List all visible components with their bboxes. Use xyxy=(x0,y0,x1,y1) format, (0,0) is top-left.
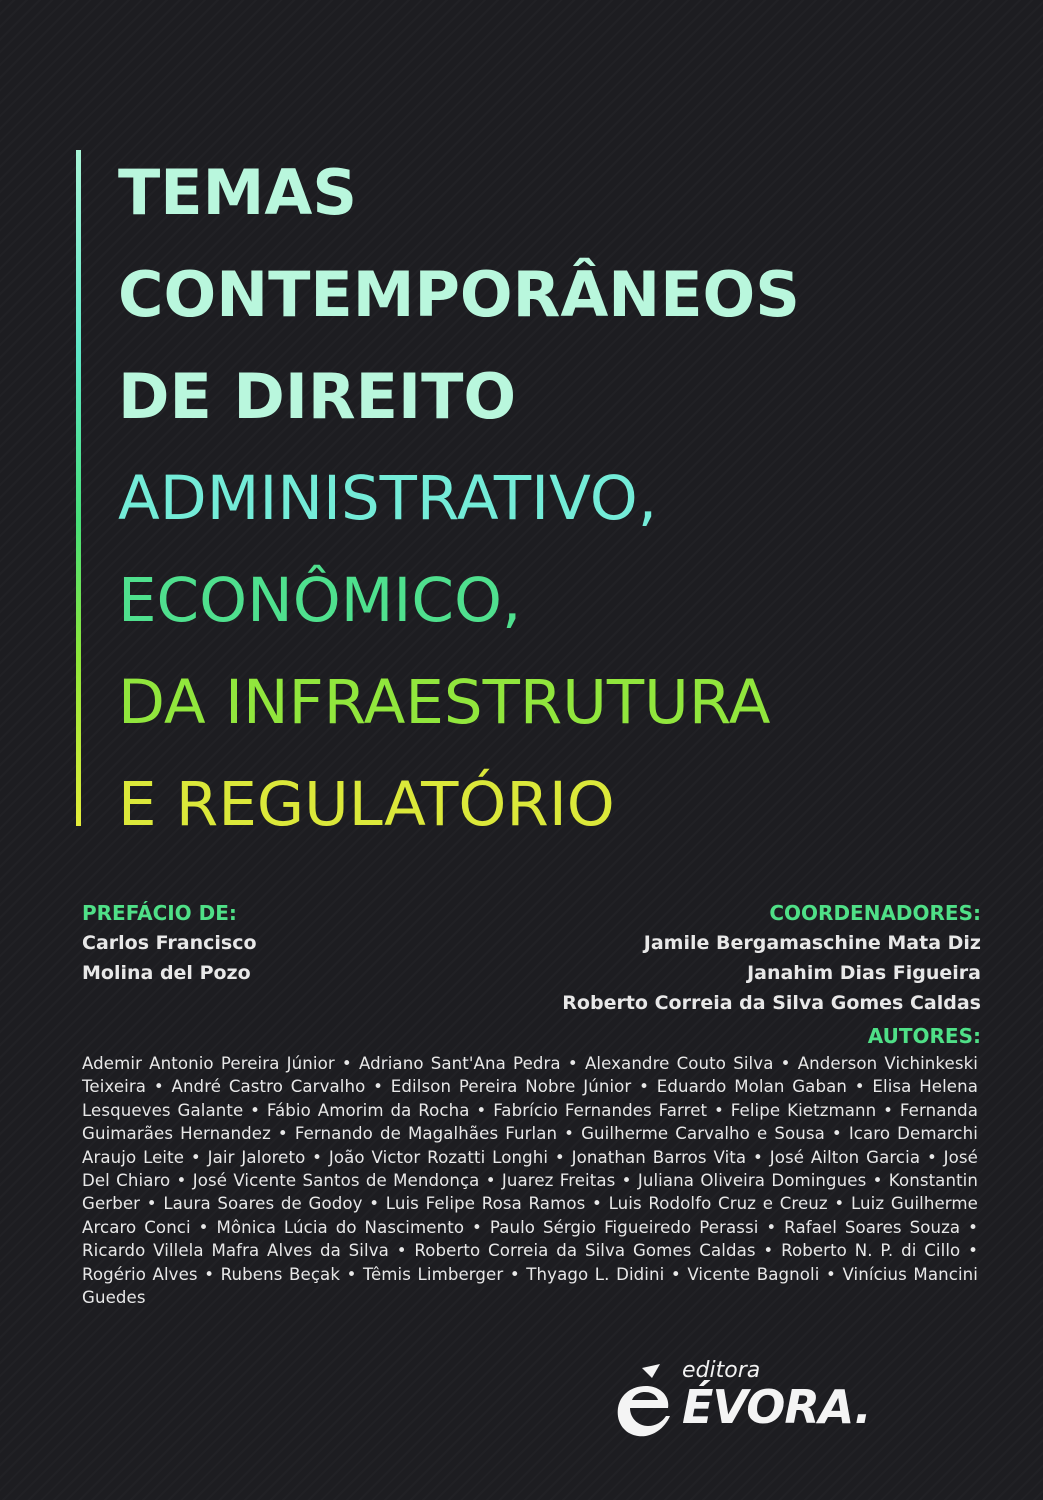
coordinator-name: Roberto Correia da Silva Gomes Caldas xyxy=(562,992,981,1014)
authors-list: Ademir Antonio Pereira Júnior • Adriano Sant'Ana Pedra • Alexandre Couto Silva • Anderson Vichinkeski Teixeira • André Castro Carvalho • Edilson Pereira Nobre Júnior • Eduardo Molan Gaban • Elisa Helena Lesqueves Galante • Fábio Amorim da Rocha • Fabrício Fernandes Farret • Felipe Kietzmann • Fernanda Guimarães Hernandez • Fernando de Magalhães Furlan • Guilherme Carvalho e Sousa • Icaro Demarchi Araujo Leite • Jair Jaloreto • João Victor Rozatti Longhi • Jonathan Barros Vita • José Ailton Garcia • José Del Chiaro • José Vicente Santos de Mendonça • Juarez Freitas • Juliana Oliveira Domingues • Konstantin Gerber • Laura Soares de Godoy • Luis Felipe Rosa Ramos • Luis Rodolfo Cruz e Creuz • Luiz Guilherme Arcaro Conci • Mônica Lúcia do Nascimento • Paulo Sérgio Figueiredo Perassi • Rafael Soares Souza • Ricardo Villela Mafra Alves da Silva • Roberto Correia da Silva Gomes Caldas • Roberto N. P. di Cillo • Rogério Alves • Rubens Beçak • Têmis Limberger • Thyago L. Didini • Vicente Bagnoli • Vinícius Mancini Guedes xyxy=(82,1054,978,1308)
subtitle-line-2: ECONÔMICO, xyxy=(118,565,522,636)
authors-label: AUTORES: xyxy=(867,1024,981,1048)
subtitle-line-3: DA INFRAESTRUTURA xyxy=(118,667,771,738)
evora-e-icon xyxy=(612,1364,682,1444)
coordinators-label: COORDENADORES: xyxy=(769,901,981,925)
accent-bar xyxy=(76,150,81,826)
preface-author-line-1: Carlos Francisco xyxy=(82,932,257,954)
coordinator-name: Janahim Dias Figueira xyxy=(747,962,981,984)
title-block xyxy=(118,142,1018,856)
preface-block xyxy=(82,898,462,988)
title-line-2: CONTEMPORÂNEOS xyxy=(118,258,800,331)
title-line-1: TEMAS xyxy=(118,156,357,229)
preface-author-line-2: Molina del Pozo xyxy=(82,962,251,984)
publisher-name: ÉVORA. xyxy=(682,1380,871,1434)
subtitle-line-4: E REGULATÓRIO xyxy=(118,769,615,840)
coordinator-name: Jamile Bergamaschine Mata Diz xyxy=(643,932,981,954)
coordinators-block xyxy=(421,898,981,1018)
subtitle-line-1: ADMINISTRATIVO, xyxy=(118,463,658,534)
publisher-logo xyxy=(612,1356,872,1446)
title-line-3: DE DIREITO xyxy=(118,360,517,433)
publisher-small-text: editora xyxy=(682,1358,761,1383)
preface-label: PREFÁCIO DE: xyxy=(82,901,237,925)
